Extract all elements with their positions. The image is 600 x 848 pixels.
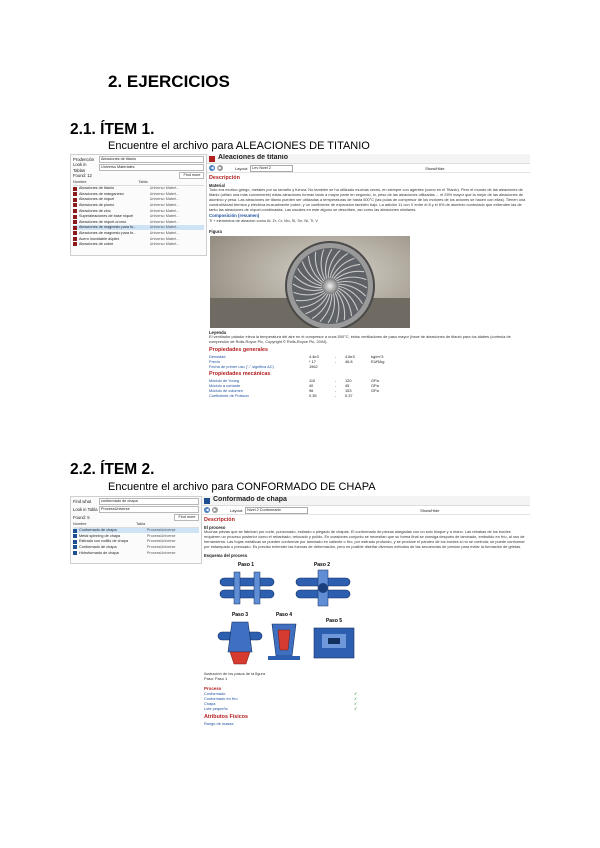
step-3-drawing [218, 622, 262, 664]
property-name: Módulo de volumen [209, 387, 243, 393]
property-min: 1962 [309, 363, 318, 369]
step-label: Paso 5 [325, 617, 343, 624]
datasheet-titlebar [202, 496, 530, 506]
forward-arrow-icon[interactable]: ▶ [213, 507, 217, 512]
step-label: Paso 1 [237, 561, 255, 568]
property-sep: - [335, 377, 337, 383]
screenshot-titanio [70, 154, 530, 442]
screenshot-chapa [70, 496, 530, 776]
property-row[interactable] [209, 393, 528, 398]
property-max: 120 [345, 377, 352, 383]
property-sep: - [335, 358, 337, 364]
material-icon [73, 192, 77, 196]
checkmark-icon: ✓ [354, 691, 358, 696]
subsection-material: Material [209, 182, 225, 188]
list-item[interactable]: Acero inoxidable dúplex Universo Materi... [73, 236, 204, 242]
check-item[interactable]: Conformado en frío [204, 696, 238, 701]
check-item[interactable]: Conformado [204, 691, 226, 696]
property-max: 4.8e3 [345, 353, 355, 359]
datasheet-titlebar [207, 154, 530, 164]
property-name: Módulo de Young [209, 377, 240, 383]
steps-heading: Esquema del proceso [204, 552, 248, 558]
property-unit [371, 364, 397, 369]
list-item[interactable]: Estirado con rodillo de chapa ProcessUniverse [73, 539, 199, 545]
property-name: Coeficiente de Poisson [209, 392, 249, 398]
list-item[interactable]: Aleaciones de zinc Universo Materi... [73, 208, 204, 214]
back-arrow-icon[interactable]: ◀ [210, 165, 214, 170]
layout-label: Layout: [230, 507, 244, 513]
section-descripcion: Descripción [209, 175, 240, 181]
leyenda-heading: Leyenda [209, 330, 226, 335]
material-icon [73, 231, 77, 235]
material-icon [209, 156, 215, 162]
search-input[interactable]: Aleaciones de titanio [99, 156, 204, 163]
property-sep [335, 364, 345, 369]
toolbar [202, 506, 530, 515]
property-min: 110 [309, 377, 316, 383]
list-item[interactable]: Aleaciones de cobre Universo Materi... [73, 242, 204, 248]
process-icon [204, 498, 210, 504]
checkmark-icon: ✓ [354, 701, 358, 706]
step-4-drawing [268, 624, 300, 660]
checkmark-icon: ✓ [354, 696, 358, 701]
list-item[interactable]: Aleaciones de níquel Universo Materi... [73, 197, 204, 203]
property-name: Fecha de primer uso ("-" significa AC) [209, 363, 274, 369]
atributos-heading: Atributos Físicos [204, 714, 249, 720]
find-more-button[interactable]: Find more [179, 172, 204, 179]
proceso-text: Muchas piezas que se fabrican por corte, punzonado, estirado o plegado de chapas. El conformado de piezas alargadas con un solo bloque y a mano. Las rebabas de los bordes requieren un proceso posterior como el rebarbado, retocado y pulido. En ocasiones conjunto se necesitan que su forma final se consiga después de laminado, embutido en frío, al uso de herramienta. Las hojas metálicas se pueden conformar por laminado en caliente o frío, por estirado profundo, y se produce el pandeo de los bordes si no se controla; se puede conformar por estampado o prensado. Es preciso entender las fuerzas de deformación, pero es posible diseñar diversos métodos de las secuencias de presión para evitar la formación de grietas. [204, 529, 525, 549]
column-header-name[interactable]: Nombre [73, 180, 87, 184]
list-item[interactable]: Aleaciones de manganeso Universo Materi... [73, 191, 204, 197]
found-count: Found: 12 [73, 172, 92, 178]
show-hide-button[interactable]: Show/Hide [425, 165, 445, 171]
list-item[interactable]: Superaleaciones de base níquel Universo Materi... [73, 214, 204, 220]
field-label: Prodención [73, 156, 95, 162]
forward-arrow-icon[interactable]: ▶ [218, 165, 222, 170]
column-header-table[interactable]: Tabla [136, 522, 146, 526]
property-unit: GPa [371, 377, 379, 383]
property-sep: - [335, 353, 337, 359]
datasheet-panel [207, 154, 530, 442]
property-max: 0.37 [345, 392, 353, 398]
props-general-heading: Propiedades generales [209, 347, 269, 353]
property-unit: EUR/kg [371, 358, 385, 364]
step-label: Paso 2 [313, 561, 331, 568]
props-mech-heading: Propiedades mecánicas [209, 370, 271, 377]
step-1-drawing [220, 572, 274, 604]
column-header-table[interactable]: Tabla [138, 180, 148, 184]
material-icon [73, 187, 77, 191]
datasheet-panel [202, 496, 530, 776]
figura-heading: Figura [209, 228, 222, 234]
subsection-proceso: El proceso [204, 524, 226, 530]
property-sep: - [335, 387, 337, 393]
property-row[interactable] [209, 364, 528, 369]
item1-intro: Encuentre el archivo para ALEACIONES DE TITANIO [108, 140, 370, 152]
process-icon [73, 534, 77, 538]
list-item[interactable]: Conformado de chapa ProcessUniverse [73, 545, 199, 551]
step-2-drawing [296, 570, 350, 606]
property-max: 45 [345, 382, 350, 388]
toolbar [207, 164, 530, 173]
check-item[interactable]: Lote pequeño [204, 706, 228, 711]
checkmark-icon: ✓ [354, 706, 358, 711]
check-item[interactable]: Chapa [204, 701, 216, 706]
found-count: Found: 5 [73, 514, 90, 520]
property-unit [371, 393, 397, 398]
find-more-button[interactable]: Find more [174, 514, 199, 521]
material-icon [73, 226, 77, 230]
item1-title: 2.1. ÍTEM 1. [70, 121, 155, 138]
property-min: 40 [309, 382, 314, 388]
process-steps-diagram [210, 560, 360, 672]
attribute-name[interactable]: Rango de masas [204, 720, 234, 726]
material-icon [73, 215, 77, 219]
page-title: 2. EJERCICIOS [108, 72, 230, 91]
field-label: Look in Tabla [73, 506, 98, 512]
field-label: Look in Tablas [73, 162, 87, 173]
table-select[interactable]: Universo Materiales [99, 164, 204, 171]
material-icon [73, 198, 77, 202]
property-max [345, 364, 371, 369]
property-max: 46.8 [345, 358, 353, 364]
list-item[interactable]: Aleaciones de magnesio para fo... Universo Materi... [73, 230, 204, 236]
layout-label: Layout: [235, 165, 249, 171]
property-unit: GPa [371, 382, 379, 388]
show-hide-button[interactable]: Show/Hide [420, 507, 440, 513]
property-name: Módulo a cortante [209, 382, 241, 388]
field-label: Find what [73, 498, 92, 504]
layout-select[interactable]: Lev Nivel 2 [250, 165, 293, 172]
process-icon [73, 540, 77, 544]
leyenda-text: El ventilador palador eleva la temperatura del aire en el compresor a unos 500°C, éstos ventiladores de paso mayor (hace de aleaciones de titanio para los álabes (cortesía de compresión de Rolls-Royce Plc, Copyright © Rolls-Royce Plc, 2004). [209, 334, 511, 345]
property-min: 96 [309, 387, 314, 393]
property-unit: GPa [371, 387, 379, 393]
list-item[interactable]: Metal spinning de chapa ProcessUniverse [73, 533, 199, 539]
search-input[interactable]: conformado de chapa [99, 498, 199, 505]
property-unit: kg/m^3 [371, 353, 384, 359]
property-name: Densidad [209, 353, 226, 359]
composicion-heading[interactable]: Composición (resumen) [209, 213, 260, 219]
property-min: 4.4e3 [309, 353, 319, 359]
section-descripcion: Descripción [204, 517, 235, 523]
step-label: Paso 4 [275, 611, 293, 618]
datasheet-title: Conformado de chapa [213, 496, 287, 504]
property-min: 0.35 [309, 392, 317, 398]
property-name: Precio [209, 358, 221, 364]
property-sep: - [335, 392, 337, 398]
item2-intro: Encuentre el archivo para CONFORMADO DE CHAPA [108, 481, 376, 493]
item2-title: 2.2. ÍTEM 2. [70, 461, 155, 478]
turbine-fan-image [210, 236, 410, 328]
material-icon [73, 237, 77, 241]
property-min: * 17 [309, 358, 316, 364]
datasheet-title: Aleaciones de titanio [218, 154, 289, 162]
material-icon [73, 220, 77, 224]
list-item-selected[interactable]: Conformado de chapa ProcessUniverse [73, 528, 199, 534]
property-max: 153 [345, 387, 352, 393]
material-text: Todo era exotico griego, metales por su tamaño y fuerza. No también se ha utilizado muchas veces, en siempre con agentes (como en el Titanic). Pero el mundo de las aleaciones de titanio (utilizó una más conveniente) estas aleaciones forman tanto a mayor parte en segundo, lo, peso de las aleaciones utilizadas ... el 25% mayor que la mejor de las aleaciones de aluminio y pesa. Las aleaciones de titanio pueden ser utilizadas a temperaturas de hasta 500°C (las pulas de compresor de los motores de los aviones se hacen con ellas). Tienen una conductividad térmica y eléctrica inusualmente pobre, y un coeficiente de expansión también bajo. La adición 11 con V entre el 8 y el 6% de aluminio controlado que extienden las de tanto las aleaciones de níquel combinadas. Las usuales en este alguno se describen, así como las aleaciones similares. [209, 187, 526, 212]
step-label: Paso 3 [231, 611, 249, 618]
step-5-drawing [314, 628, 354, 658]
table-select[interactable]: ProcessUniverse [99, 506, 199, 513]
list-item[interactable]: Aleaciones de níquel-cromo Universo Materi... [73, 219, 204, 225]
material-icon [73, 209, 77, 213]
list-item[interactable]: Hidroformado de chapa ProcessUniverse [73, 550, 199, 556]
back-arrow-icon[interactable]: ◀ [205, 507, 209, 512]
process-icon [73, 529, 77, 533]
proceso2-heading: Proceso [204, 685, 222, 691]
column-header-name[interactable]: Nombre [73, 522, 87, 526]
material-icon [73, 242, 77, 246]
process-icon [73, 551, 77, 555]
layout-select[interactable]: Nivel 2 Conformado [245, 507, 308, 514]
search-panel [70, 496, 202, 564]
material-icon [73, 203, 77, 207]
list-item-selected[interactable]: Aleaciones de magnesio para fu... Universo Materi... [73, 225, 204, 231]
process-icon [73, 545, 77, 549]
diagram-caption-2: Paso: Paso 1 [204, 675, 228, 681]
property-sep: - [335, 382, 337, 388]
list-item[interactable]: Aleaciones de titanio Universo Materi... [73, 186, 204, 192]
list-item[interactable]: Aleaciones de plomo Universo Materi... [73, 203, 204, 209]
diagram-caption: Ilustración de los pasos de la figura [204, 670, 265, 676]
composicion-text: Ti + elementos de aleación como Al, Zr, Cr, Mo, Si, Sn, Ni, Ti, V [209, 217, 318, 223]
search-panel [70, 154, 207, 256]
